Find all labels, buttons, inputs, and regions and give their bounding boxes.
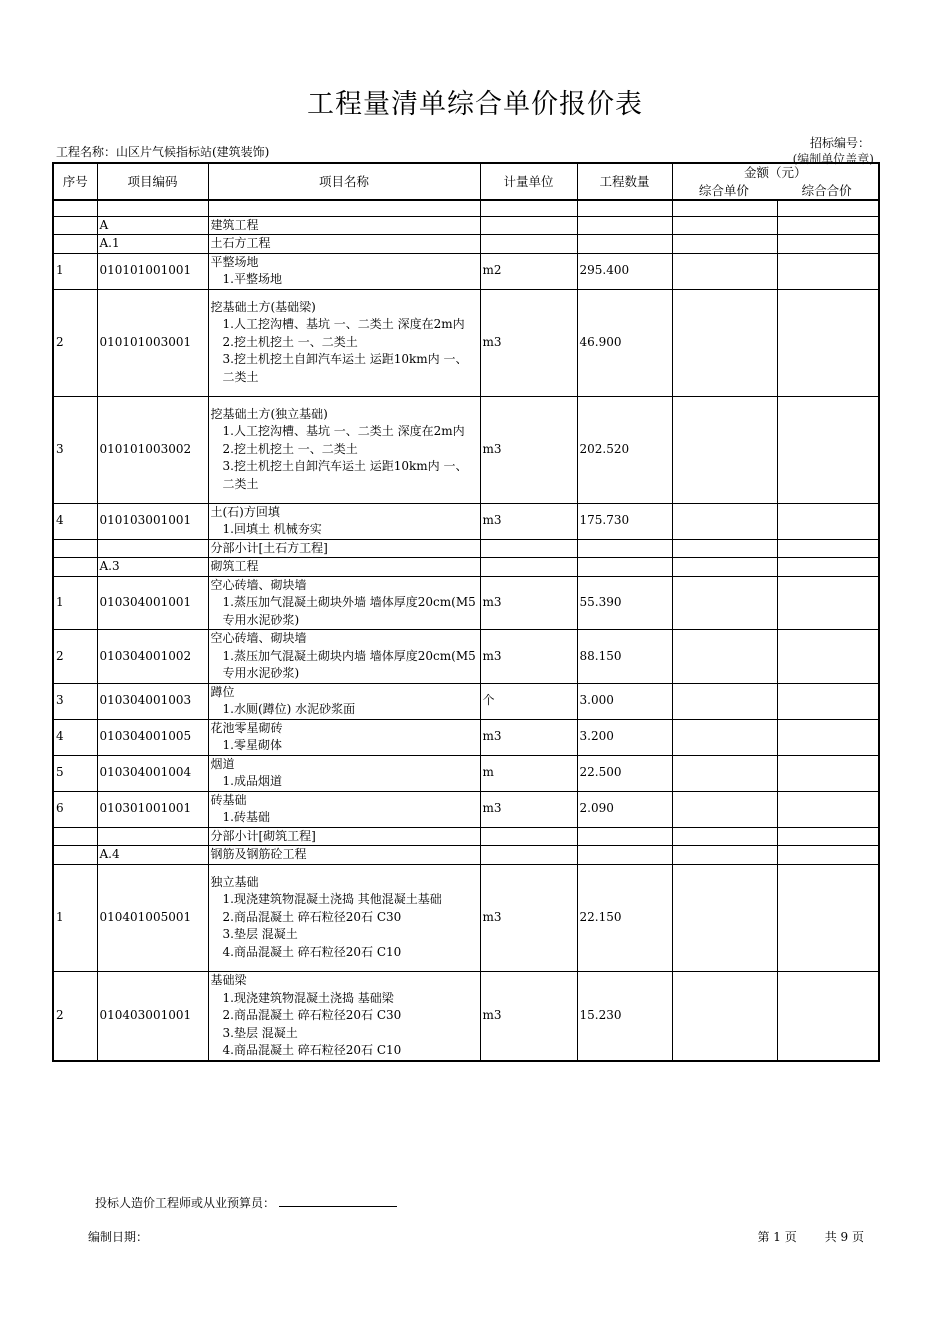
row-qty-cell: 22.500: [577, 755, 672, 791]
row-code-cell: A.4: [97, 846, 208, 865]
item-name: 砖基础: [210, 792, 247, 807]
row-unit-cell: [480, 216, 577, 235]
item-detail: 1.砖基础: [222, 810, 270, 824]
row-unit-cell: m3: [480, 791, 577, 827]
amount-header-label: 金额（元）: [743, 165, 807, 180]
row-unit-price-cell: [672, 971, 777, 1061]
item-detail: 2.商品混凝土 碎石粒径20石 C30: [222, 909, 402, 924]
page-title: 工程量清单综合单价报价表: [307, 89, 643, 120]
row-unit-price-cell: [672, 200, 777, 216]
row-unit-cell: [480, 827, 577, 846]
row-seq-cell: [53, 216, 97, 235]
project-name-label: 工程名称：山区片气候指标站(建筑装饰): [56, 145, 270, 159]
col-unit-price-header: 综合单价: [698, 182, 749, 198]
table-row: [53, 503, 879, 539]
row-seq-cell: 2: [53, 971, 97, 1061]
row-unit-price-cell: [672, 235, 777, 254]
row-total-price-cell: [777, 630, 879, 684]
row-qty-cell: 3.000: [577, 683, 672, 719]
row-seq-cell: 3: [53, 396, 97, 503]
row-code-cell: [97, 200, 208, 216]
row-unit-price-cell: [672, 216, 777, 235]
row-name-cell: [208, 791, 480, 827]
row-qty-cell: 55.390: [577, 576, 672, 630]
table-row: [53, 216, 879, 235]
row-name-cell: [208, 289, 480, 396]
row-total-price-cell: [777, 683, 879, 719]
page-number: [757, 1228, 864, 1245]
table-row: [53, 200, 879, 216]
table-row: [53, 539, 879, 558]
table-header-row: [53, 163, 879, 200]
row-unit-cell: m: [480, 755, 577, 791]
item-name: 砌筑工程: [210, 559, 259, 573]
item-name: 基础梁: [210, 973, 247, 987]
table-row: [53, 396, 879, 503]
row-name-cell: [208, 396, 480, 503]
item-name: 土石方工程: [210, 236, 271, 250]
row-name-cell: [208, 630, 480, 684]
row-total-price-cell: [777, 253, 879, 289]
signature-line: [279, 1196, 397, 1207]
row-total-price-cell: [777, 396, 879, 503]
row-seq-cell: 5: [53, 755, 97, 791]
row-name-cell: [208, 558, 480, 577]
row-code-cell: 010103001001: [97, 503, 208, 539]
row-unit-price-cell: [672, 827, 777, 846]
row-unit-price-cell: [672, 630, 777, 684]
table-row: [53, 253, 879, 289]
row-name-cell: [208, 576, 480, 630]
row-name-cell: [208, 971, 480, 1061]
row-code-cell: 010401005001: [97, 864, 208, 971]
row-unit-cell: m3: [480, 576, 577, 630]
row-qty-cell: 295.400: [577, 253, 672, 289]
page-label: 第 1 页: [757, 1230, 797, 1244]
row-unit-price-cell: [672, 791, 777, 827]
row-unit-cell: m3: [480, 503, 577, 539]
row-code-cell: 010304001005: [97, 719, 208, 755]
row-qty-cell: 46.900: [577, 289, 672, 396]
table-row: [53, 755, 879, 791]
row-unit-price-cell: [672, 558, 777, 577]
row-qty-cell: [577, 539, 672, 558]
row-unit-cell: [480, 846, 577, 865]
row-total-price-cell: [777, 289, 879, 396]
item-name: 钢筋及钢筋砼工程: [210, 847, 307, 861]
row-name-cell: [208, 864, 480, 971]
item-detail: 1.零星砌体: [222, 738, 282, 752]
date-label: 编制日期：: [88, 1230, 149, 1244]
row-name-cell: [208, 755, 480, 791]
row-seq-cell: 1: [53, 864, 97, 971]
col-total-price-header: 综合合价: [801, 182, 852, 198]
row-name-cell: [208, 200, 480, 216]
row-code-cell: 010304001001: [97, 576, 208, 630]
row-unit-price-cell: [672, 683, 777, 719]
item-detail: 1.人工挖沟槽、基坑 一、二类土 深度在2m内: [222, 317, 465, 332]
col-seq-header: 序号: [53, 163, 97, 200]
row-qty-cell: 3.200: [577, 719, 672, 755]
row-unit-price-cell: [672, 253, 777, 289]
row-unit-cell: [480, 558, 577, 577]
row-seq-cell: 6: [53, 791, 97, 827]
row-code-cell: 010304001004: [97, 755, 208, 791]
table-row: [53, 791, 879, 827]
row-unit-cell: m3: [480, 289, 577, 396]
preparer-label: 投标人造价工程师或从业预算员：: [95, 1196, 276, 1210]
quote-table: [52, 162, 880, 1062]
preparer-signature: [95, 1194, 397, 1211]
row-unit-cell: 个: [480, 683, 577, 719]
total-pages-label: 共 9 页: [824, 1230, 864, 1244]
item-name: 花池零星砌砖: [210, 720, 283, 735]
row-total-price-cell: [777, 503, 879, 539]
row-total-price-cell: [777, 827, 879, 846]
row-name-cell: [208, 503, 480, 539]
item-detail: 3.挖土机挖土自卸汽车运土 运距10km内 一、二类土: [222, 459, 468, 491]
row-total-price-cell: [777, 558, 879, 577]
row-total-price-cell: [777, 200, 879, 216]
row-unit-price-cell: [672, 576, 777, 630]
row-qty-cell: 88.150: [577, 630, 672, 684]
row-qty-cell: [577, 200, 672, 216]
table-row: [53, 576, 879, 630]
row-seq-cell: 1: [53, 576, 97, 630]
row-unit-cell: m2: [480, 253, 577, 289]
row-unit-cell: m3: [480, 630, 577, 684]
row-code-cell: 010304001002: [97, 630, 208, 684]
row-code-cell: A: [97, 216, 208, 235]
seal-label: (编制单位盖章): [792, 152, 874, 166]
row-seq-cell: 4: [53, 719, 97, 755]
item-name: 平整场地: [210, 254, 259, 269]
table-row: [53, 289, 879, 396]
row-unit-cell: [480, 539, 577, 558]
row-unit-cell: [480, 235, 577, 254]
item-detail: 3.垫层 混凝土: [222, 1025, 298, 1040]
row-qty-cell: [577, 216, 672, 235]
table-row: [53, 558, 879, 577]
row-seq-cell: [53, 827, 97, 846]
row-total-price-cell: [777, 971, 879, 1061]
row-total-price-cell: [777, 235, 879, 254]
row-unit-cell: m3: [480, 719, 577, 755]
row-unit-price-cell: [672, 396, 777, 503]
row-code-cell: [97, 539, 208, 558]
item-detail: 1.回填土 机械夯实: [222, 522, 322, 536]
table-row: [53, 683, 879, 719]
row-unit-price-cell: [672, 755, 777, 791]
row-qty-cell: 175.730: [577, 503, 672, 539]
row-name-cell: [208, 827, 480, 846]
row-total-price-cell: [777, 216, 879, 235]
row-seq-cell: [53, 539, 97, 558]
row-name-cell: [208, 253, 480, 289]
row-unit-cell: [480, 200, 577, 216]
row-unit-price-cell: [672, 539, 777, 558]
table-row: [53, 864, 879, 971]
table-row: [53, 971, 879, 1061]
row-seq-cell: 2: [53, 630, 97, 684]
row-seq-cell: [53, 200, 97, 216]
item-detail: 1.水厕(蹲位) 水泥砂浆面: [222, 702, 356, 716]
item-detail: 1.蒸压加气混凝土砌块外墙 墙体厚度20cm(M5专用水泥砂浆): [222, 595, 476, 627]
row-qty-cell: 202.520: [577, 396, 672, 503]
item-name: 分部小计[砌筑工程]: [210, 828, 316, 843]
item-detail: 2.挖土机挖土 一、二类土: [222, 334, 358, 349]
row-name-cell: [208, 539, 480, 558]
row-qty-cell: [577, 235, 672, 254]
col-name-header: 项目名称: [208, 163, 480, 200]
item-name: 蹲位: [210, 684, 235, 699]
row-total-price-cell: [777, 791, 879, 827]
row-total-price-cell: [777, 719, 879, 755]
row-seq-cell: 3: [53, 683, 97, 719]
row-total-price-cell: [777, 864, 879, 971]
col-qty-header: 工程数量: [577, 163, 672, 200]
item-detail: 1.人工挖沟槽、基坑 一、二类土 深度在2m内: [222, 424, 465, 439]
row-code-cell: A.3: [97, 558, 208, 577]
item-name: 土(石)方回填: [210, 504, 280, 519]
row-seq-cell: [53, 558, 97, 577]
row-unit-price-cell: [672, 719, 777, 755]
tender-number-label: 招标编号：: [809, 136, 870, 150]
item-name: 挖基础土方(独立基础): [210, 406, 328, 421]
item-name: 挖基础土方(基础梁): [210, 299, 316, 314]
item-detail: 3.挖土机挖土自卸汽车运土 运距10km内 一、二类土: [222, 352, 468, 384]
row-seq-cell: 2: [53, 289, 97, 396]
row-unit-cell: m3: [480, 971, 577, 1061]
row-total-price-cell: [777, 755, 879, 791]
item-name: 建筑工程: [210, 217, 259, 232]
row-total-price-cell: [777, 576, 879, 630]
row-name-cell: [208, 683, 480, 719]
item-name: 分部小计[土石方工程]: [210, 540, 328, 555]
row-name-cell: [208, 846, 480, 865]
table-row: [53, 719, 879, 755]
row-code-cell: 010101003002: [97, 396, 208, 503]
item-name: 独立基础: [210, 874, 259, 889]
item-detail: 1.现浇建筑物混凝土浇捣 其他混凝土基础: [222, 892, 442, 907]
row-unit-price-cell: [672, 289, 777, 396]
item-detail: 3.垫层 混凝土: [222, 927, 298, 942]
row-qty-cell: 15.230: [577, 971, 672, 1061]
row-unit-cell: m3: [480, 396, 577, 503]
row-name-cell: [208, 216, 480, 235]
row-seq-cell: 4: [53, 503, 97, 539]
row-name-cell: [208, 235, 480, 254]
item-name: 空心砖墙、砌块墙: [210, 631, 307, 645]
item-detail: 4.商品混凝土 碎石粒径20石 C10: [222, 1043, 402, 1057]
row-name-cell: [208, 719, 480, 755]
row-code-cell: 010101003001: [97, 289, 208, 396]
row-qty-cell: [577, 846, 672, 865]
col-unit-header: 计量单位: [480, 163, 577, 200]
row-seq-cell: [53, 846, 97, 865]
row-unit-price-cell: [672, 503, 777, 539]
row-qty-cell: 22.150: [577, 864, 672, 971]
row-unit-price-cell: [672, 846, 777, 865]
item-detail: 4.商品混凝土 碎石粒径20石 C10: [222, 944, 402, 959]
row-code-cell: [97, 827, 208, 846]
row-code-cell: 010101001001: [97, 253, 208, 289]
table-row: [53, 235, 879, 254]
row-code-cell: A.1: [97, 235, 208, 254]
row-code-cell: 010304001003: [97, 683, 208, 719]
row-code-cell: 010301001001: [97, 791, 208, 827]
row-unit-price-cell: [672, 864, 777, 971]
row-total-price-cell: [777, 539, 879, 558]
table-row: [53, 630, 879, 684]
row-seq-cell: 1: [53, 253, 97, 289]
item-detail: 1.现浇建筑物混凝土浇捣 基础梁: [222, 990, 394, 1005]
item-detail: 2.商品混凝土 碎石粒径20石 C30: [222, 1008, 402, 1022]
table-row: [53, 827, 879, 846]
item-detail: 1.平整场地: [222, 272, 282, 286]
row-total-price-cell: [777, 846, 879, 865]
item-name: 烟道: [210, 756, 235, 771]
row-code-cell: 010403001001: [97, 971, 208, 1061]
item-name: 空心砖墙、砌块墙: [210, 577, 307, 592]
row-qty-cell: [577, 558, 672, 577]
table-row: [53, 846, 879, 865]
item-detail: 2.挖土机挖土 一、二类土: [222, 441, 358, 456]
col-amount-header: [672, 163, 879, 200]
row-qty-cell: 2.090: [577, 791, 672, 827]
row-qty-cell: [577, 827, 672, 846]
item-detail: 1.成品烟道: [222, 774, 282, 788]
col-code-header: 项目编码: [97, 163, 208, 200]
row-seq-cell: [53, 235, 97, 254]
row-unit-cell: m3: [480, 864, 577, 971]
item-detail: 1.蒸压加气混凝土砌块内墙 墙体厚度20cm(M5专用水泥砂浆): [222, 648, 476, 680]
